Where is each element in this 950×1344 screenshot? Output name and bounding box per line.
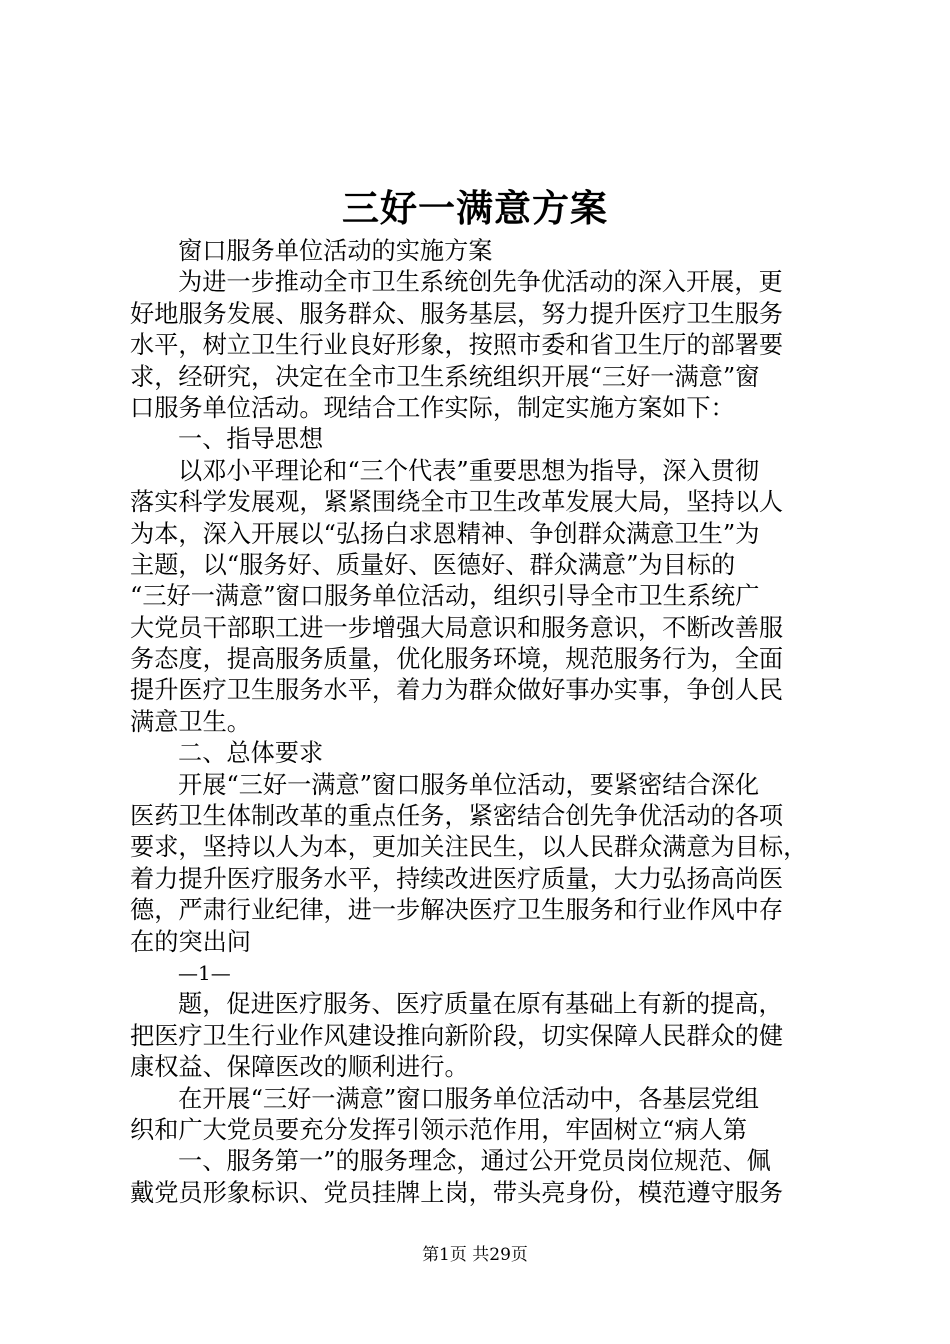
body-line: 为本，深入开展以“弘扬白求恩精神、争创群众满意卫生”为: [130, 519, 760, 548]
body-line: 一、服务第一”的服务理念，通过公开党员岗位规范、佩: [178, 1147, 771, 1176]
body-line: 求，经研究，决定在全市卫生系统组织开展“三好一满意”窗: [130, 362, 760, 391]
body-line: 开展“三好一满意”窗口服务单位活动，要紧密结合深化: [178, 770, 760, 799]
body-line: 以邓小平理论和“三个代表”重要思想为指导，深入贯彻: [178, 456, 760, 485]
body-line: 题，促进医疗服务、医疗质量在原有基础上有新的提高，: [178, 990, 783, 1019]
body-line: 德，严肃行业纪律，进一步解决医疗卫生服务和行业作风中存: [130, 896, 784, 925]
body-line: 落实科学发展观，紧紧围绕全市卫生改革发展大局，坚持以人: [130, 488, 784, 517]
page-footer: 第1页 共29页: [422, 1245, 528, 1265]
body-line: 提升医疗卫生服务水平，着力为群众做好事办实事，争创人民: [130, 676, 784, 705]
body-line: 康权益、保障医改的顺利进行。: [130, 1053, 469, 1082]
section-heading: 二、总体要求: [178, 739, 324, 768]
body-line: 医药卫生体制改革的重点任务，紧密结合创先争优活动的各项: [130, 802, 784, 831]
body-line: 在开展“三好一满意”窗口服务单位活动中，各基层党组: [178, 1084, 760, 1113]
section-heading: 一、指导思想: [178, 425, 324, 454]
body-line: 口服务单位活动。现结合工作实际，制定实施方案如下：: [130, 393, 735, 422]
body-line: 要求，坚持以人为本，更加关注民生，以人民群众满意为目标，: [130, 833, 808, 862]
body-line: 主题，以“服务好、质量好、医德好、群众满意”为目标的: [130, 550, 736, 579]
body-line: 在的突出问: [130, 927, 251, 956]
body-line: 把医疗卫生行业作风建设推向新阶段，切实保障人民群众的健: [130, 1021, 784, 1050]
body-line: 着力提升医疗服务水平，持续改进医疗质量，大力弘扬高尚医: [130, 864, 784, 893]
body-line: 为进一步推动全市卫生系统创先争优活动的深入开展，更: [178, 268, 783, 297]
body-line: 满意卫生。: [130, 707, 251, 736]
body-line: 好地服务发展、服务群众、服务基层，努力提升医疗卫生服务: [130, 299, 784, 328]
body-line: 窗口服务单位活动的实施方案: [178, 237, 493, 265]
body-line: 戴党员形象标识、党员挂牌上岗，带头亮身份，模范遵守服务: [130, 1178, 784, 1207]
document-title: 三好一满意方案: [342, 186, 608, 230]
body-line: 织和广大党员要充分发挥引领示范作用，牢固树立“病人第: [130, 1115, 748, 1144]
body-line: 务态度，提高服务质量，优化服务环境，规范服务行为，全面: [130, 645, 784, 674]
inline-page-number: —1—: [178, 960, 231, 985]
body-line: 大党员干部职工进一步增强大局意识和服务意识，不断改善服: [130, 613, 784, 642]
body-line: “三好一满意”窗口服务单位活动，组织引导全市卫生系统广: [130, 582, 760, 611]
body-line: 水平，树立卫生行业良好形象，按照市委和省卫生厅的部署要: [130, 331, 784, 360]
document-body: [130, 236, 830, 1209]
